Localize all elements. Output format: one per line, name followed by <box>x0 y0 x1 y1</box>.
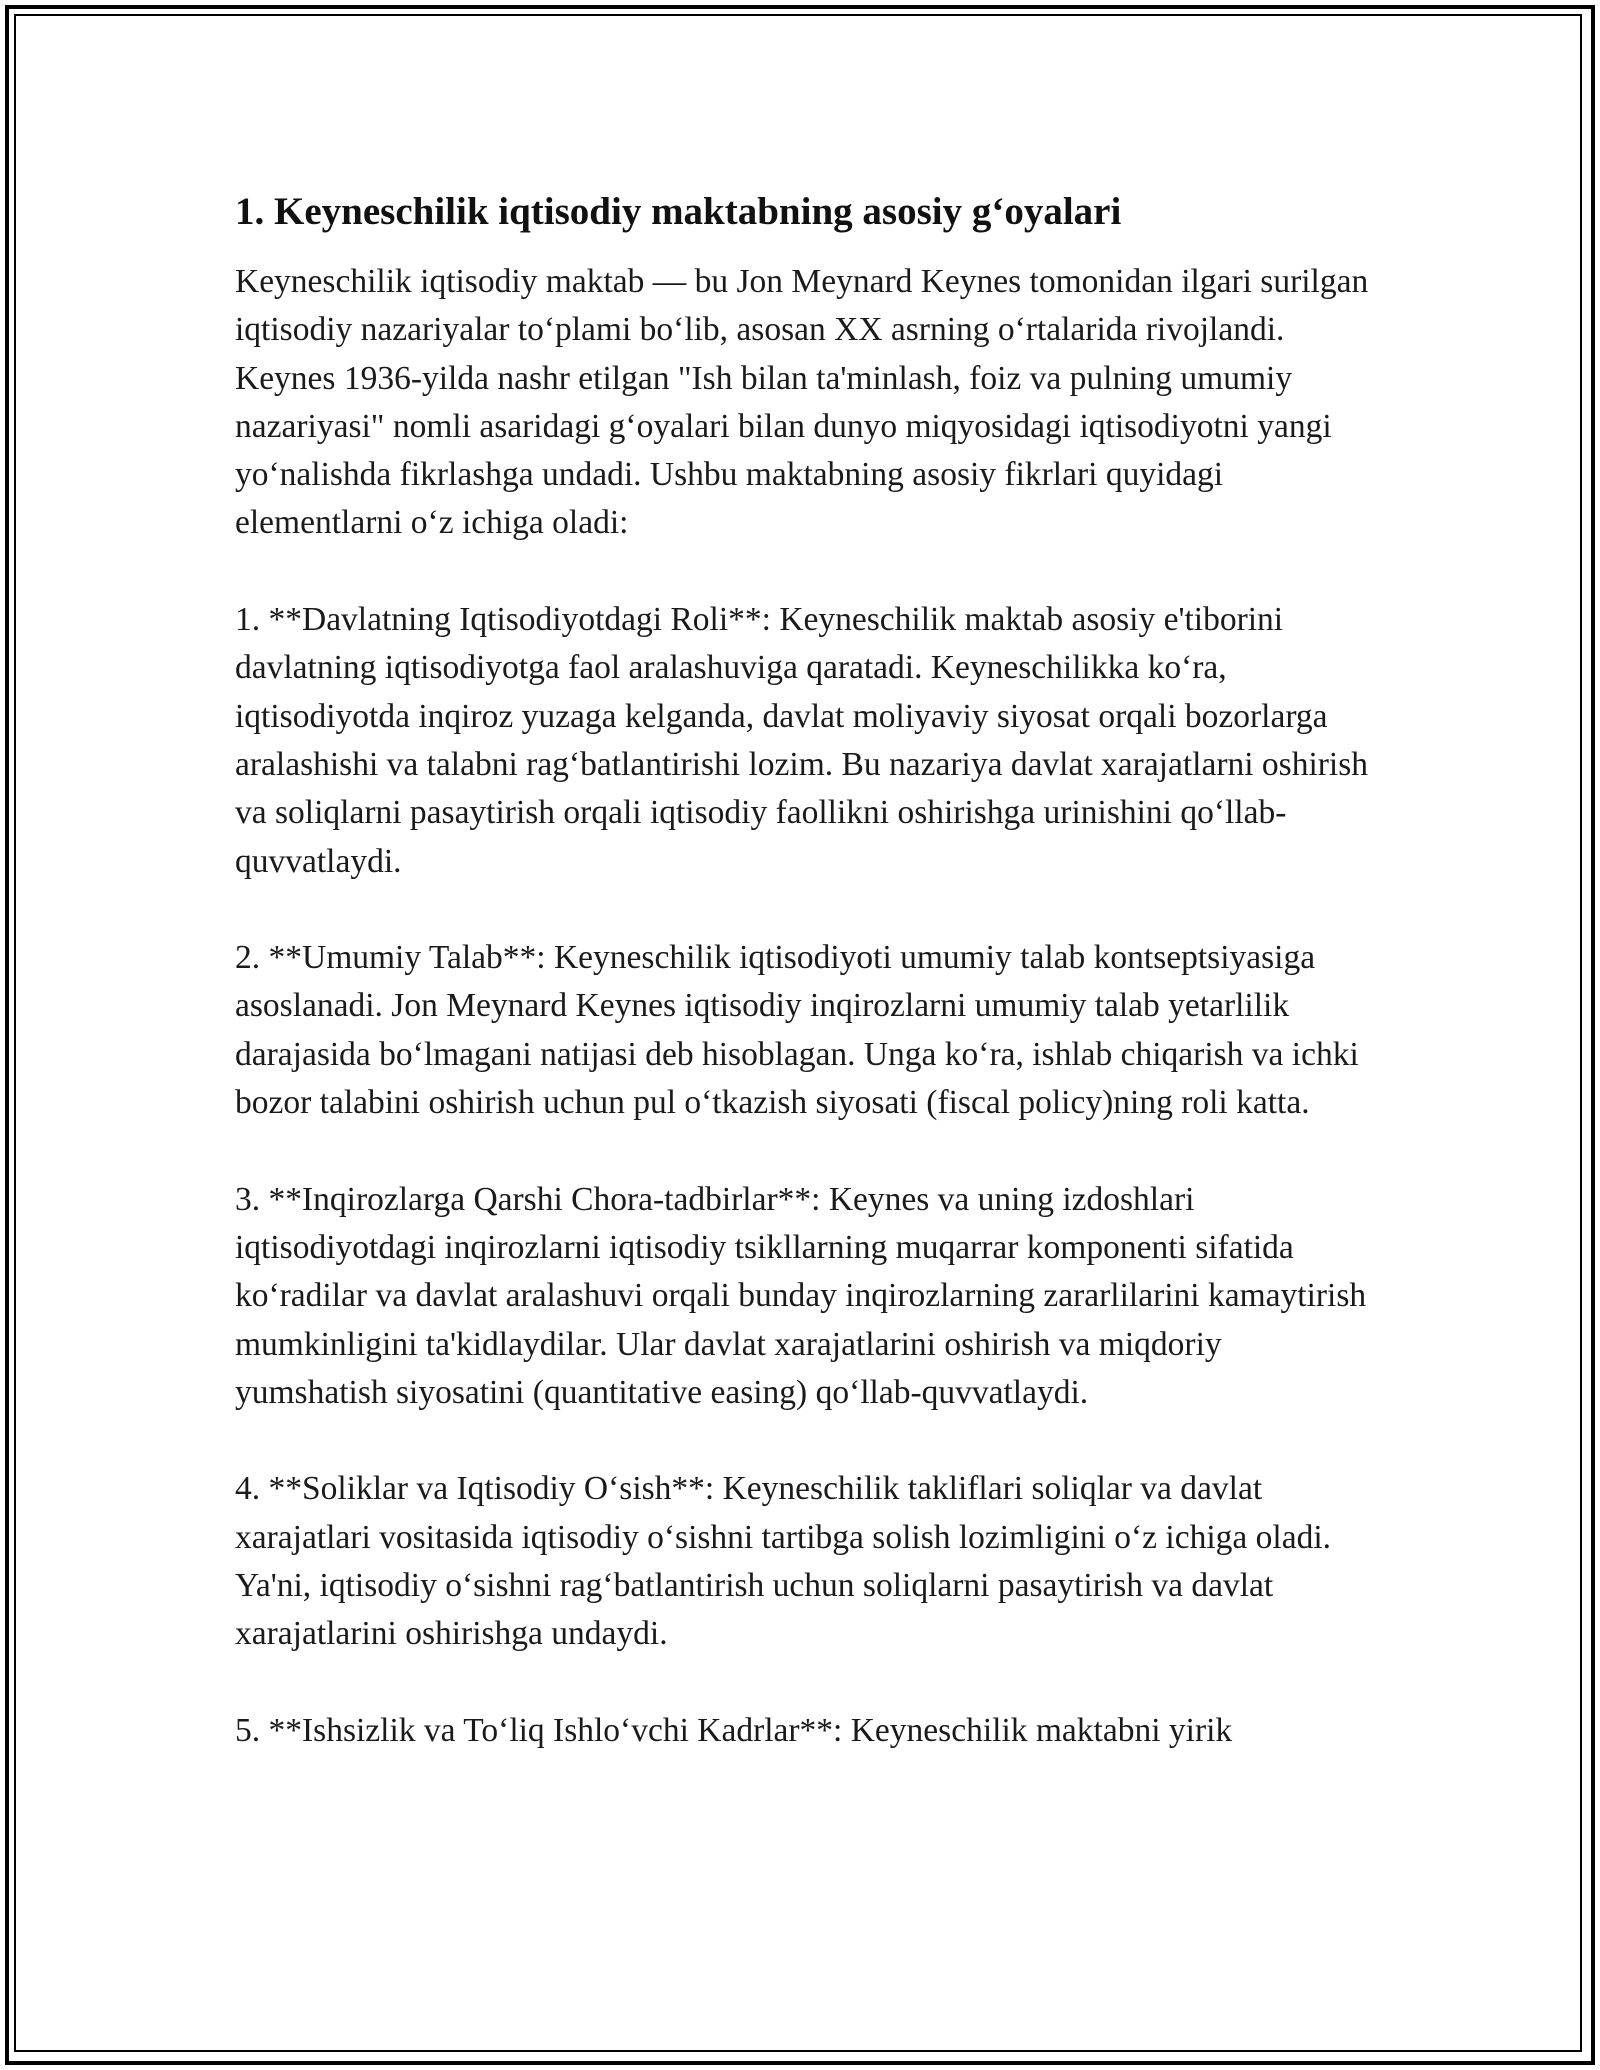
paragraph-intro: Keyneschilik iqtisodiy maktab — bu Jon Meynard Keynes tomonidan ilgari surilgan iqtisodiy nazariyalar to‘plami bo‘lib, asosan XX asrning o‘rtalarida rivojlandi. Keynes 1936-yilda nashr etilgan "Ish bilan ta'minlash, foiz va pulning umumiy nazariyasi" nomli asaridagi g‘oyalari bilan dunyo miqyosidagi iqtisodiyotni yangi yo‘nalishda fikrlashga undadi. Ushbu maktabning asosiy fikrlari quyidagi elementlarni o‘z ichiga oladi: <box>235 263 1369 542</box>
document-title: 1. Keyneschilik iqtisodiy maktabning asosiy g‘oyalari <box>235 190 1122 233</box>
paragraph-point-4: 4. **Soliklar va Iqtisodiy O‘sish**: Keyneschilik takliflari soliqlar va davlat xarajatlari vositasida iqtisodiy o‘sishni tartibga solish lozimligini o‘z ichiga oladi. Ya'ni, iqtisodiy o‘sishni rag‘batlantirish uchun soliqlarni pasaytirish va davlat xarajatlarini oshirishga undaydi. <box>235 1470 1331 1653</box>
paragraph-point-1: 1. **Davlatning Iqtisodiyotdagi Roli**: Keyneschilik maktab asosiy e'tiborini davlatning iqtisodiyotga faol aralashuviga qaratadi. Keyneschilikka ko‘ra, iqtisodiyotda inqiroz yuzaga kelganda, davlat moliyaviy siyosat orqali bozorlarga aralashishi va talabni rag‘batlantirishi lozim. Bu nazariya davlat xarajatlarni oshirish va soliqlarni pasaytirish orqali iqtisodiy faollikni oshirishga urinishini qo‘llab-quvvatlaydi. <box>235 601 1369 880</box>
document-body <box>235 186 1375 1755</box>
paragraph-point-5: 5. **Ishsizlik va To‘liq Ishlo‘vchi Kadrlar**: Keyneschilik maktabni yirik <box>235 1711 1233 1749</box>
paragraph-point-2: 2. **Umumiy Talab**: Keyneschilik iqtisodiyoti umumiy talab kontseptsiyasiga asoslanadi. Jon Meynard Keynes iqtisodiy inqirozlarni umumiy talab yetarlilik darajasida bo‘lmagani natijasi deb hisoblagan. Unga ko‘ra, ishlab chiqarish va ichki bozor talabini oshirish uchun pul o‘tkazish siyosati (fiscal policy)ning roli katta. <box>235 939 1359 1122</box>
paragraph-point-3: 3. **Inqirozlarga Qarshi Chora-tadbirlar**: Keynes va uning izdoshlari iqtisodiyotdagi inqirozlarni iqtisodiy tsikllarning muqarrar komponenti sifatida ko‘radilar va davlat aralashuvi orqali bunday inqirozlarning zararlilarini kamaytirish mumkinligini ta'kidlaydilar. Ular davlat xarajatlarini oshirish va miqdoriy yumshatish siyosatini (quantitative easing) qo‘llab-quvvatlaydi. <box>235 1180 1367 1411</box>
